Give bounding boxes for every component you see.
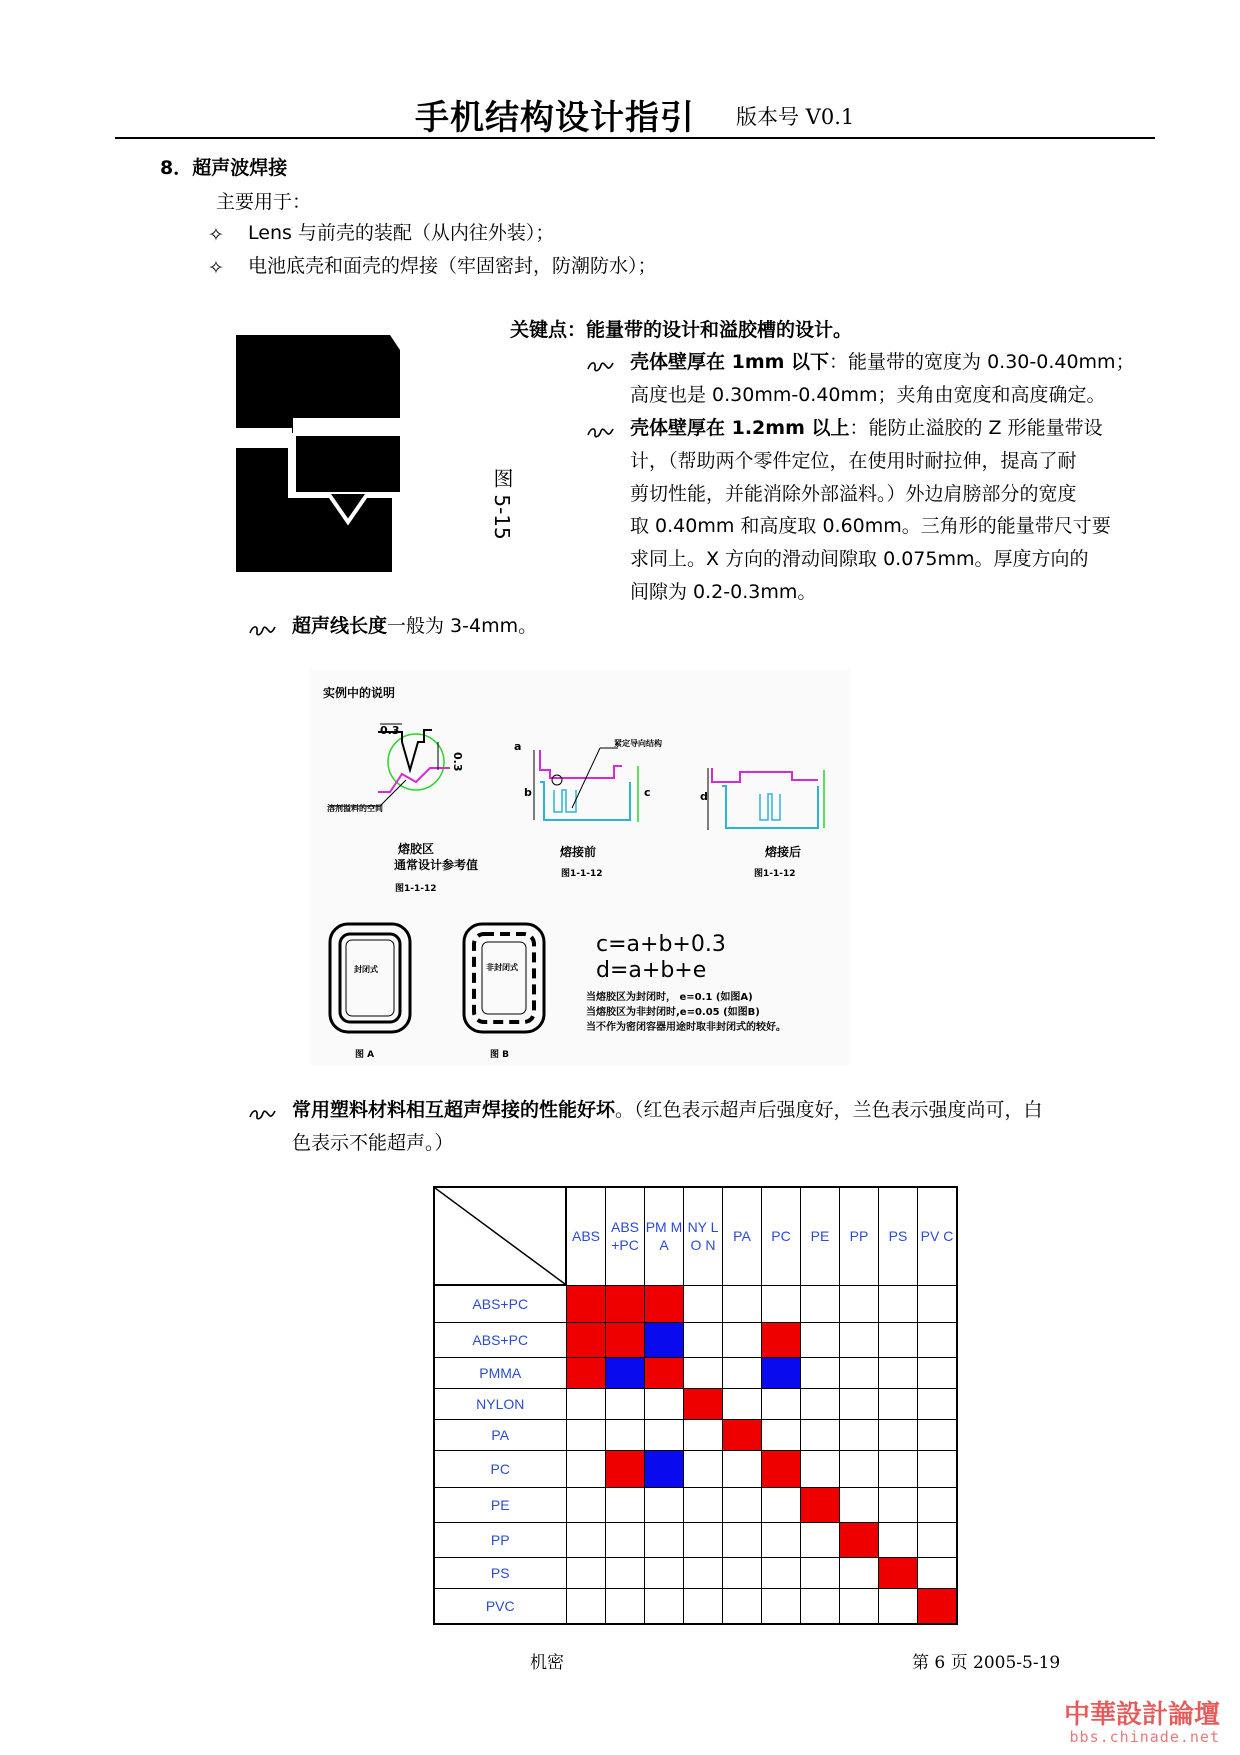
matrix-cell — [840, 1323, 879, 1358]
matrix-cell — [840, 1523, 879, 1558]
matrix-row — [434, 1451, 957, 1488]
matrix-cell — [606, 1589, 645, 1625]
matrix-row — [434, 1358, 957, 1389]
matrix-cell — [723, 1451, 762, 1488]
box-b-text: 非封闭式 — [486, 963, 518, 972]
box-a-text: 封闭式 — [354, 965, 378, 974]
matrix-cell — [918, 1420, 958, 1451]
matrix-cell — [566, 1389, 606, 1420]
matrix-cell — [879, 1323, 918, 1358]
matrix-cell — [918, 1358, 958, 1389]
matrix-cell — [801, 1488, 840, 1523]
matrix-cell — [566, 1589, 606, 1625]
matrix-cell — [645, 1589, 684, 1625]
matrix-cell — [645, 1358, 684, 1389]
matrix-row-label: PMMA — [434, 1358, 566, 1389]
matrix-cell — [879, 1488, 918, 1523]
footer-confidential: 机密 — [530, 1653, 564, 1673]
matrix-cell — [645, 1389, 684, 1420]
matrix-cell — [723, 1358, 762, 1389]
label-a: a — [514, 740, 522, 753]
matrix-cell — [723, 1285, 762, 1323]
keypoint-item2-line1 — [630, 419, 1103, 438]
diamond-bullet-icon: ✧ — [208, 224, 224, 246]
open-weld-box-figure — [460, 920, 550, 1038]
matrix-row-label: PA — [434, 1420, 566, 1451]
matrix-cell — [566, 1451, 606, 1488]
matrix-cell — [684, 1523, 723, 1558]
matrix-cell — [684, 1589, 723, 1625]
matrix-cell — [762, 1285, 801, 1323]
label-d: d — [700, 790, 708, 803]
matrix-cell — [801, 1389, 840, 1420]
section-heading: 8．超声波焊接 — [160, 157, 288, 179]
matrix-cell — [723, 1589, 762, 1625]
keypoint-item1-line1 — [630, 353, 1135, 372]
matrix-cell — [684, 1389, 723, 1420]
matrix-row-label: PC — [434, 1451, 566, 1488]
dimension-label: 0.3 — [451, 752, 464, 772]
matrix-cell — [566, 1523, 606, 1558]
matrix-cell — [918, 1323, 958, 1358]
matrix-row — [434, 1589, 957, 1625]
matrix-cell — [918, 1389, 958, 1420]
matrix-row — [434, 1523, 957, 1558]
matrix-cell — [645, 1420, 684, 1451]
matrix-cell — [879, 1523, 918, 1558]
caption-1-fig: 图1-1-12 — [395, 884, 437, 894]
label-c: c — [644, 786, 651, 799]
formula-note: 当熔胶区为非封闭时,e=0.05 (如图B) — [586, 1007, 760, 1018]
matrix-cell — [566, 1323, 606, 1358]
keypoint-item2-line: 间隙为 0.2-0.3mm。 — [630, 581, 817, 603]
matrix-cell — [762, 1523, 801, 1558]
figure-a-label: 图 A — [355, 1050, 375, 1060]
matrix-col-header: PP — [840, 1187, 879, 1285]
section-intro: 主要用于： — [216, 191, 312, 213]
caption-3: 熔接后 — [765, 845, 802, 859]
matrix-cell — [762, 1420, 801, 1451]
version-number: 版本号 V0.1 — [736, 105, 855, 129]
formula-note: 当不作为密闭容器用途时取非封闭式的较好。 — [586, 1022, 786, 1033]
matrix-cell — [762, 1589, 801, 1625]
matrix-corner-cell — [434, 1187, 566, 1285]
swirl-bullet-icon — [586, 359, 614, 373]
caption-2: 熔接前 — [560, 845, 597, 859]
matrix-col-header: PS — [879, 1187, 918, 1285]
keypoint-item2-line: 取 0.40mm 和高度取 0.60mm。三角形的能量带尺寸要 — [630, 515, 1111, 537]
matrix-cell — [723, 1420, 762, 1451]
matrix-cell — [645, 1451, 684, 1488]
matrix-cell — [723, 1488, 762, 1523]
matrix-cell — [801, 1358, 840, 1389]
formula-c: c=a+b+0.3 — [596, 932, 726, 957]
weld-line-length-bold: 超声线长度 — [292, 615, 388, 637]
figure-label: 图 5-15 — [490, 468, 514, 540]
closed-weld-box-figure — [326, 920, 416, 1038]
matrix-cell — [762, 1389, 801, 1420]
matrix-cell — [606, 1358, 645, 1389]
matrix-cell — [801, 1589, 840, 1625]
matrix-cell — [918, 1285, 958, 1323]
header-rule — [115, 137, 1155, 139]
matrix-cell — [645, 1285, 684, 1323]
formula-d: d=a+b+e — [596, 958, 707, 983]
keypoint-item2-line: 求同上。X 方向的滑动间隙取 0.075mm。厚度方向的 — [630, 548, 1089, 570]
matrix-cell — [801, 1558, 840, 1589]
matrix-col-header: ABS +PC — [606, 1187, 645, 1285]
matrix-cell — [606, 1488, 645, 1523]
matrix-cell — [801, 1420, 840, 1451]
matrix-cell — [918, 1558, 958, 1589]
figure-b-label: 图 B — [490, 1050, 509, 1060]
weld-line-length-rest: 一般为 3-4mm。 — [387, 615, 538, 637]
matrix-cell — [840, 1358, 879, 1389]
weldability-matrix — [433, 1186, 958, 1625]
matrix-cell — [566, 1285, 606, 1323]
weld-line-length — [292, 617, 537, 636]
matrix-col-header: PE — [801, 1187, 840, 1285]
caption-1-line1: 熔胶区 — [398, 842, 435, 856]
watermark-url: bbs.chinade.net — [1069, 1728, 1220, 1746]
matrix-row — [434, 1558, 957, 1589]
keypoint-item1-rest: ：能量带的宽度为 0.30-0.40mm； — [829, 351, 1135, 373]
matrix-cell — [684, 1488, 723, 1523]
table-intro-bold: 常用塑料材料相互超声焊接的性能好坏 — [292, 1099, 616, 1121]
diagonal-line-icon — [435, 1188, 565, 1284]
matrix-cell — [918, 1523, 958, 1558]
matrix-cell — [879, 1358, 918, 1389]
matrix-cell — [840, 1488, 879, 1523]
use-item: Lens 与前壳的装配（从内往外装）； — [248, 222, 555, 244]
caption-1-line2: 通常设计参考值 — [394, 858, 479, 872]
matrix-cell — [918, 1589, 958, 1625]
matrix-col-header: PV C — [918, 1187, 958, 1285]
note-right: 紧定导向结构 — [614, 739, 662, 748]
matrix-cell — [762, 1488, 801, 1523]
matrix-col-header: PA — [723, 1187, 762, 1285]
matrix-cell — [879, 1451, 918, 1488]
keypoint-title: 关键点：能量带的设计和溢胶槽的设计。 — [510, 319, 853, 341]
matrix-cell — [606, 1323, 645, 1358]
matrix-cell — [606, 1451, 645, 1488]
after-welding-diagram — [700, 758, 830, 838]
matrix-cell — [801, 1523, 840, 1558]
keypoint-item1-bold: 壳体壁厚在 1mm 以下 — [630, 351, 830, 373]
matrix-row — [434, 1389, 957, 1420]
matrix-cell — [801, 1285, 840, 1323]
matrix-cell — [645, 1488, 684, 1523]
swirl-bullet-icon — [248, 1107, 276, 1121]
keypoint-item2-line: 计，（帮助两个零件定位，在使用时耐拉伸，提高了耐 — [630, 450, 1077, 472]
matrix-row-label: NYLON — [434, 1389, 566, 1420]
formula-note: 当熔胶区为封闭时， e=0.1 (如图A) — [586, 992, 753, 1003]
matrix-cell — [840, 1389, 879, 1420]
matrix-col-header: PM MA — [645, 1187, 684, 1285]
keypoint-item1-line2: 高度也是 0.30mm-0.40mm；夹角由宽度和高度确定。 — [630, 384, 1106, 406]
keypoint-item2-line: 剪切性能，并能消除外部溢料。）外边肩膀部分的宽度 — [630, 483, 1077, 505]
matrix-cell — [762, 1323, 801, 1358]
diamond-bullet-icon: ✧ — [208, 257, 224, 279]
matrix-cell — [801, 1323, 840, 1358]
footer-page-info: 第 6 页 2005-5-19 — [912, 1653, 1061, 1673]
matrix-row-label: ABS+PC — [434, 1323, 566, 1358]
matrix-cell — [606, 1523, 645, 1558]
matrix-cell — [723, 1323, 762, 1358]
matrix-cell — [762, 1558, 801, 1589]
matrix-row-label: PVC — [434, 1589, 566, 1625]
matrix-cell — [879, 1558, 918, 1589]
matrix-cell — [879, 1285, 918, 1323]
keypoint-item2-rest: ：能防止溢胶的 Z 形能量带设 — [849, 417, 1103, 439]
table-intro-rest: 。（红色表示超声后强度好，兰色表示强度尚可，白 — [615, 1099, 1043, 1121]
matrix-cell — [606, 1420, 645, 1451]
matrix-cell — [840, 1558, 879, 1589]
dimension-label: 0.3 — [380, 724, 400, 737]
matrix-cell — [723, 1523, 762, 1558]
matrix-row — [434, 1488, 957, 1523]
matrix-cell — [840, 1451, 879, 1488]
matrix-cell — [762, 1358, 801, 1389]
matrix-col-header: ABS — [566, 1187, 606, 1285]
matrix-cell — [879, 1389, 918, 1420]
matrix-cell — [684, 1358, 723, 1389]
matrix-cell — [918, 1488, 958, 1523]
keypoint-item2-bold: 壳体壁厚在 1.2mm 以上 — [630, 417, 850, 439]
swirl-bullet-icon — [586, 425, 614, 439]
matrix-row-label: ABS+PC — [434, 1285, 566, 1323]
matrix-cell — [840, 1285, 879, 1323]
caption-2-fig: 图1-1-12 — [561, 869, 603, 879]
caption-3-fig: 图1-1-12 — [754, 869, 796, 879]
table-intro-line1 — [292, 1101, 1043, 1120]
matrix-row — [434, 1420, 957, 1451]
matrix-col-header: NY LO N — [684, 1187, 723, 1285]
matrix-row-label: PP — [434, 1523, 566, 1558]
matrix-cell — [606, 1389, 645, 1420]
matrix-cell — [606, 1558, 645, 1589]
matrix-cell — [566, 1358, 606, 1389]
matrix-cell — [684, 1323, 723, 1358]
matrix-header-row — [434, 1187, 957, 1285]
label-b: b — [524, 786, 532, 799]
matrix-cell — [723, 1558, 762, 1589]
matrix-row-label: PE — [434, 1488, 566, 1523]
matrix-cell — [566, 1488, 606, 1523]
note-left: 溶剂溢料的空间 — [327, 804, 383, 813]
matrix-cell — [566, 1558, 606, 1589]
matrix-row-label: PS — [434, 1558, 566, 1589]
matrix-cell — [918, 1451, 958, 1488]
matrix-cell — [801, 1451, 840, 1488]
use-item: 电池底壳和面壳的焊接（牢固密封，防潮防水）； — [248, 255, 657, 277]
matrix-cell — [879, 1420, 918, 1451]
matrix-cell — [840, 1589, 879, 1625]
matrix-cell — [762, 1451, 801, 1488]
matrix-cell — [606, 1285, 645, 1323]
matrix-cell — [684, 1420, 723, 1451]
matrix-cell — [566, 1420, 606, 1451]
document-title: 手机结构设计指引 — [415, 98, 695, 138]
matrix-cell — [645, 1558, 684, 1589]
matrix-row — [434, 1285, 957, 1323]
table-intro-line2: 色表示不能超声。） — [292, 1132, 454, 1154]
matrix-cell — [645, 1323, 684, 1358]
matrix-cell — [684, 1451, 723, 1488]
matrix-cell — [684, 1285, 723, 1323]
watermark-logo: 中華設計論壇 — [1063, 1700, 1220, 1730]
matrix-col-header: PC — [762, 1187, 801, 1285]
swirl-bullet-icon — [248, 623, 276, 637]
matrix-cell — [645, 1523, 684, 1558]
matrix-cell — [879, 1589, 918, 1625]
matrix-cell — [684, 1558, 723, 1589]
example-title: 实例中的说明 — [323, 686, 396, 700]
matrix-cell — [723, 1389, 762, 1420]
weld-gap-overlay — [212, 310, 432, 590]
matrix-cell — [840, 1420, 879, 1451]
matrix-row — [434, 1323, 957, 1358]
